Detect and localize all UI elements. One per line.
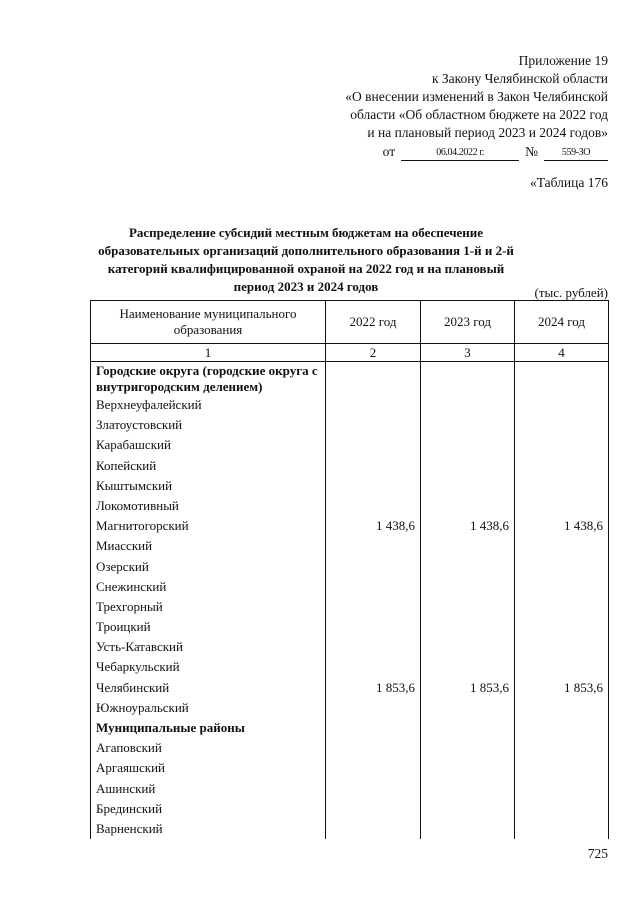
value-2023: 1 438,6 — [470, 518, 509, 534]
subsidy-table — [90, 300, 609, 839]
municipality-name: Чебаркульский — [96, 659, 180, 675]
municipality-name: Златоустовский — [96, 417, 183, 433]
value-2024 — [515, 738, 608, 758]
value-2023 — [421, 395, 514, 415]
municipality-name: Усть-Катавский — [96, 639, 183, 655]
value-2024: 1 853,6 — [564, 679, 603, 695]
value-2022 — [326, 738, 420, 758]
value-2024 — [515, 415, 608, 435]
value-2024 — [515, 617, 608, 637]
value-2024 — [515, 637, 608, 657]
municipality-name: Миасский — [96, 538, 153, 554]
header-2023: 2023 год — [421, 301, 515, 344]
table-body — [91, 362, 609, 840]
municipality-name: Карабашский — [96, 437, 171, 453]
units-label: (тыс. рублей) — [534, 285, 608, 300]
municipality-name: Аргаяшский — [96, 760, 165, 776]
value-2024 — [515, 819, 608, 839]
value-2024 — [515, 536, 608, 556]
value-2022 — [326, 557, 420, 577]
municipality-name: Озерский — [96, 558, 149, 574]
value-2023: 1 853,6 — [470, 679, 509, 695]
municipality-name: Снежинский — [96, 578, 167, 594]
law-date: 06.04.2022 г. — [401, 146, 519, 161]
value-2023 — [421, 657, 514, 677]
value-2023 — [421, 476, 514, 496]
value-2024 — [515, 476, 608, 496]
municipality-name: Трехгорный — [96, 598, 163, 614]
value-2022: 1 438,6 — [376, 518, 415, 534]
table-reference: «Таблица 176 — [530, 175, 608, 190]
value-2022 — [326, 698, 420, 718]
header-2024: 2024 год — [515, 301, 609, 344]
value-2023 — [421, 557, 514, 577]
municipality-name: Агаповский — [96, 740, 162, 756]
value-2022 — [326, 819, 420, 839]
municipality-column — [91, 362, 326, 840]
page-number: 725 — [587, 846, 608, 861]
value-2023 — [421, 415, 514, 435]
number-label: № — [525, 144, 538, 159]
law-title-line-1: «О внесении изменений в Закон Челябинской — [345, 89, 608, 104]
value-2024 — [515, 657, 608, 677]
law-date-number — [288, 143, 608, 161]
municipality-name: Брединский — [96, 800, 163, 816]
law-number: 559-ЗО — [544, 146, 608, 161]
value-2023 — [421, 637, 514, 657]
value-2022 — [326, 617, 420, 637]
document-header — [288, 52, 608, 161]
value-2024 — [515, 799, 608, 819]
value-2024 — [515, 456, 608, 476]
document-title: Распределение субсидий местным бюджетам на обеспечение образовательных организаций дополнительного образования 1-й и 2-й категорий квалифицированной охраной на 2022 год и на плановый период 2023 и 2024 годов — [98, 225, 514, 294]
value-2022 — [326, 395, 420, 415]
value-2022 — [326, 456, 420, 476]
value-2023 — [421, 496, 514, 516]
header-municipality: Наименование муниципального образования — [91, 301, 326, 344]
value-2022 — [326, 657, 420, 677]
value-2024 — [515, 577, 608, 597]
value-2023 — [421, 536, 514, 556]
urban-districts-list — [91, 395, 325, 718]
table-header-row — [91, 301, 609, 344]
municipality-name: Кыштымский — [96, 477, 173, 493]
year-2024-column — [515, 362, 609, 840]
year-2023-column — [421, 362, 515, 840]
value-2023 — [421, 758, 514, 778]
municipality-name: Локомотивный — [96, 497, 179, 513]
value-2023 — [421, 577, 514, 597]
value-2022 — [326, 577, 420, 597]
value-2024 — [515, 395, 608, 415]
value-2022 — [326, 758, 420, 778]
header-2022: 2022 год — [326, 301, 421, 344]
value-2023 — [421, 738, 514, 758]
value-2022 — [326, 536, 420, 556]
column-number-row — [91, 344, 609, 362]
law-reference: к Закону Челябинской области — [431, 71, 608, 86]
column-number: 3 — [421, 344, 515, 362]
law-title-line-3: и на плановый период 2023 и 2024 годов» — [367, 125, 608, 140]
value-2023 — [421, 779, 514, 799]
group-heading-municipal-districts: Муниципальные районы — [96, 720, 245, 735]
value-2024: 1 438,6 — [564, 518, 603, 534]
value-2024 — [515, 597, 608, 617]
municipality-name: Верхнеуфалейский — [96, 397, 202, 412]
municipality-name: Варненский — [96, 820, 163, 836]
municipality-name: Южноуральский — [96, 699, 189, 715]
value-2024 — [515, 435, 608, 455]
value-2022 — [326, 415, 420, 435]
municipality-name: Магнитогорский — [96, 518, 189, 534]
column-number: 2 — [326, 344, 421, 362]
column-number: 4 — [515, 344, 609, 362]
value-2022 — [326, 496, 420, 516]
value-2023 — [421, 617, 514, 637]
value-2022 — [326, 637, 420, 657]
municipality-name: Челябинский — [96, 679, 170, 695]
appendix-label: Приложение 19 — [518, 53, 608, 68]
municipal-districts-list — [91, 738, 325, 839]
group-heading-urban-districts: Городские округа (городские округа с внутригородским делением) — [96, 363, 318, 394]
value-2022 — [326, 476, 420, 496]
value-2023 — [421, 597, 514, 617]
column-number: 1 — [91, 344, 326, 362]
value-2023 — [421, 799, 514, 819]
municipality-name: Копейский — [96, 457, 157, 473]
value-2024 — [515, 758, 608, 778]
value-2022 — [326, 597, 420, 617]
municipality-name: Троицкий — [96, 619, 151, 635]
value-2023 — [421, 456, 514, 476]
value-2023 — [421, 819, 514, 839]
value-2022 — [326, 779, 420, 799]
municipality-name: Ашинский — [96, 780, 156, 796]
value-2024 — [515, 779, 608, 799]
year-2022-column — [326, 362, 421, 840]
value-2023 — [421, 435, 514, 455]
value-2022: 1 853,6 — [376, 679, 415, 695]
value-2022 — [326, 435, 420, 455]
value-2024 — [515, 698, 608, 718]
law-title-line-2: области «Об областном бюджете на 2022 год — [350, 107, 608, 122]
value-2024 — [515, 557, 608, 577]
value-2023 — [421, 698, 514, 718]
from-label: от — [382, 144, 396, 159]
value-2024 — [515, 496, 608, 516]
value-2022 — [326, 799, 420, 819]
